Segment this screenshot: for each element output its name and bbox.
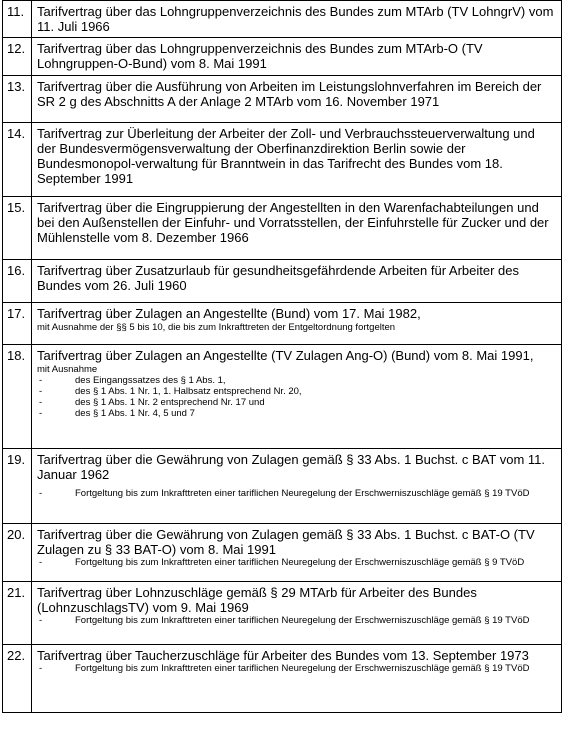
row-number: 21.	[3, 582, 32, 645]
agreement-title: Tarifvertrag über Taucherzuschläge für Arbeiter des Bundes vom 13. September 1973	[37, 648, 529, 663]
row-cell	[32, 303, 562, 345]
exception-list	[37, 375, 557, 419]
agreement-title: Tarifvertrag über das Lohngruppenverzeichnis des Bundes zum MTArb (TV LohngrV) vom 11. Juli 1966	[37, 4, 554, 34]
exception-note: mit Ausnahme der §§ 5 bis 10, die bis zum Inkrafttreten der Entgeltordnung fortgelten	[37, 322, 396, 333]
exception-item-text: des § 1 Abs. 1 Nr. 4, 5 und 7	[75, 408, 195, 419]
exception-item: - des § 1 Abs. 1 Nr. 1, 1. Halbsatz entsprechend Nr. 20,	[39, 386, 302, 397]
table-row	[3, 345, 562, 449]
exception-item-text: des Eingangssatzes des § 1 Abs. 1,	[75, 375, 226, 386]
row-number: 20.	[3, 524, 32, 582]
table-row	[3, 449, 562, 524]
row-number: 11.	[3, 1, 32, 38]
agreement-title: Tarifvertrag über Zulagen an Angestellte (TV Zulagen Ang-O) (Bund) vom 8. Mai 1991,	[37, 348, 534, 363]
table-row	[3, 76, 562, 123]
table-row	[3, 38, 562, 76]
row-number: 14.	[3, 123, 32, 197]
row-number: 22.	[3, 645, 32, 713]
validity-note: - Fortgeltung bis zum Inkrafttreten einer tariflichen Neuregelung der Erschwerniszuschläge gemäß § 19 TVöD	[39, 615, 530, 626]
validity-note-text: Fortgeltung bis zum Inkrafttreten einer tariflichen Neuregelung der Erschwerniszuschläge gemäß § 9 TVöD	[75, 557, 525, 568]
table-row	[3, 1, 562, 38]
row-cell	[32, 524, 562, 582]
exception-item-text: des § 1 Abs. 1 Nr. 1, 1. Halbsatz entsprechend Nr. 20,	[75, 386, 302, 397]
exception-item: - des § 1 Abs. 1 Nr. 4, 5 und 7	[39, 408, 195, 419]
row-cell	[32, 123, 562, 197]
row-cell	[32, 645, 562, 713]
exception-item: - des Eingangssatzes des § 1 Abs. 1,	[39, 375, 226, 386]
row-cell	[32, 582, 562, 645]
row-cell	[32, 76, 562, 123]
agreement-title: Tarifvertrag über die Ausführung von Arbeiten im Leistungslohnverfahren im Bereich der SR 2 g des Abschnitts A der Anlage 2 MTArb vom 16. November 1971	[37, 79, 542, 109]
validity-note: - Fortgeltung bis zum Inkrafttreten einer tariflichen Neuregelung der Erschwerniszuschläge gemäß § 9 TVöD	[39, 557, 525, 568]
agreement-title: Tarifvertrag zur Überleitung der Arbeiter der Zoll- und Verbrauchssteuerverwaltung und der Bundesvermögensverwaltung der Oberfinanzdirektion Berlin sowie der Bundesmonopol-verwaltung für Branntwein in das Tarifrecht des Bundes vom 18. September 1991	[37, 126, 535, 186]
row-number: 19.	[3, 449, 32, 524]
table-row	[3, 645, 562, 713]
validity-note-text: Fortgeltung bis zum Inkrafttreten einer tariflichen Neuregelung der Erschwerniszuschläge gemäß § 19 TVöD	[75, 663, 530, 674]
agreement-title: Tarifvertrag über die Gewährung von Zulagen gemäß § 33 Abs. 1 Buchst. c BAT vom 11. Januar 1962	[37, 452, 545, 482]
agreement-title: Tarifvertrag über Lohnzuschläge gemäß § 29 MTArb für Arbeiter des Bundes (LohnzuschlagsTV) vom 9. Mai 1969	[37, 585, 477, 615]
row-cell	[32, 449, 562, 524]
agreement-title: Tarifvertrag über die Gewährung von Zulagen gemäß § 33 Abs. 1 Buchst. c BAT-O (TV Zulagen zu § 33 BAT-O) vom 8. Mai 1991	[37, 527, 535, 557]
table-row	[3, 303, 562, 345]
exception-item-text: des § 1 Abs. 1 Nr. 2 entsprechend Nr. 17 und	[75, 397, 265, 408]
agreement-title: Tarifvertrag über das Lohngruppenverzeichnis des Bundes zum MTArb-O (TV Lohngruppen-O-Bund) vom 8. Mai 1991	[37, 41, 483, 71]
row-number: 13.	[3, 76, 32, 123]
validity-note: - Fortgeltung bis zum Inkrafttreten einer tariflichen Neuregelung der Erschwerniszuschläge gemäß § 19 TVöD	[39, 663, 530, 674]
validity-note-text: Fortgeltung bis zum Inkrafttreten einer tariflichen Neuregelung der Erschwerniszuschläge gemäß § 19 TVöD	[75, 488, 530, 499]
table-row	[3, 197, 562, 260]
row-cell	[32, 38, 562, 76]
table-row	[3, 260, 562, 303]
row-cell	[32, 1, 562, 38]
validity-note-text: Fortgeltung bis zum Inkrafttreten einer tariflichen Neuregelung der Erschwerniszuschläge gemäß § 19 TVöD	[75, 615, 530, 626]
agreement-title: Tarifvertrag über Zulagen an Angestellte (Bund) vom 17. Mai 1982,	[37, 306, 421, 321]
exception-note: mit Ausnahme	[37, 364, 98, 375]
row-cell	[32, 345, 562, 449]
exception-item: - des § 1 Abs. 1 Nr. 2 entsprechend Nr. 17 und	[39, 397, 265, 408]
agreement-title: Tarifvertrag über Zusatzurlaub für gesundheitsgefährdende Arbeiten für Arbeiter des Bundes vom 26. Juli 1960	[37, 263, 520, 293]
table-row	[3, 123, 562, 197]
agreement-title: Tarifvertrag über die Eingruppierung der Angestellten in den Warenfachabteilungen und bei den Außenstellen der Einfuhr- und Vorratsstellen, der Einfuhrstelle für Zucker und der Mühlenstelle vom 8. Dezember 1966	[37, 200, 549, 245]
agreements-table	[2, 0, 562, 713]
row-number: 16.	[3, 260, 32, 303]
validity-note: - Fortgeltung bis zum Inkrafttreten einer tariflichen Neuregelung der Erschwerniszuschläge gemäß § 19 TVöD	[39, 488, 530, 499]
table-row	[3, 524, 562, 582]
row-number: 17.	[3, 303, 32, 345]
table-row	[3, 582, 562, 645]
row-cell	[32, 260, 562, 303]
row-number: 15.	[3, 197, 32, 260]
row-cell	[32, 197, 562, 260]
row-number: 12.	[3, 38, 32, 76]
row-number: 18.	[3, 345, 32, 449]
